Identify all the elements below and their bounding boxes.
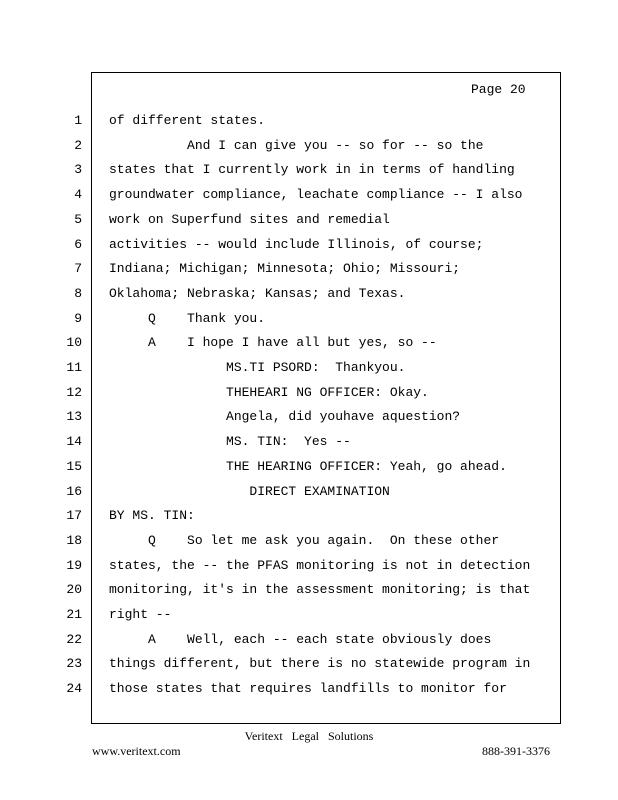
line-number: 14 <box>66 434 82 449</box>
line-number: 13 <box>66 409 82 424</box>
line-number: 11 <box>66 360 82 375</box>
line-text: monitoring, it's in the assessment monitoring; is that <box>109 582 531 597</box>
line-text: A I hope I have all but yes, so -- <box>109 335 437 350</box>
line-number: 4 <box>74 187 82 202</box>
line-number: 10 <box>66 335 82 350</box>
line-text: of different states. <box>109 113 266 128</box>
line-number: 23 <box>66 656 82 671</box>
line-number: 5 <box>74 212 82 227</box>
line-text: And I can give you -- so for -- so the <box>109 138 484 153</box>
line-number: 2 <box>74 138 82 153</box>
line-text: right -- <box>109 607 172 622</box>
line-text: A Well, each -- each state obviously does <box>109 632 492 647</box>
line-number: 7 <box>74 261 82 276</box>
line-number: 15 <box>66 459 82 474</box>
line-text: those states that requires landfills to monitor for <box>109 681 507 696</box>
line-text: Q Thank you. <box>109 311 266 326</box>
line-number: 16 <box>66 484 82 499</box>
line-text: activities -- would include Illinois, of course; <box>109 237 484 252</box>
line-number: 20 <box>66 582 82 597</box>
line-number: 22 <box>66 632 82 647</box>
line-number: 24 <box>66 681 82 696</box>
footer-phone: 888-391-3376 <box>482 744 550 758</box>
line-number: 17 <box>66 508 82 523</box>
line-text: DIRECT EXAMINATION <box>109 484 390 499</box>
line-number: 21 <box>66 607 82 622</box>
line-text: MS. TIN: Yes -- <box>109 434 351 449</box>
line-text: things different, but there is no statewide program in <box>109 656 531 671</box>
page-number: Page 20 <box>471 82 526 97</box>
line-number: 12 <box>66 385 82 400</box>
line-number: 9 <box>74 311 82 326</box>
line-number: 18 <box>66 533 82 548</box>
line-text: Q So let me ask you again. On these other <box>109 533 500 548</box>
line-text: work on Superfund sites and remedial <box>109 212 390 227</box>
line-text: states that I currently work in in terms of handling <box>109 162 515 177</box>
line-number: 19 <box>66 558 82 573</box>
footer-website: www.veritext.com <box>92 744 181 758</box>
line-text: THE HEARING OFFICER: Yeah, go ahead. <box>109 459 507 474</box>
line-number: 3 <box>74 162 82 177</box>
line-text: MS.TI PSORD: Thankyou. <box>109 360 406 375</box>
line-number: 8 <box>74 286 82 301</box>
footer-company: Veritext Legal Solutions <box>244 729 374 743</box>
line-text: groundwater compliance, leachate compliance -- I also <box>109 187 523 202</box>
line-text: BY MS. TIN: <box>109 508 195 523</box>
line-text: THEHEARI NG OFFICER: Okay. <box>109 385 429 400</box>
line-number: 1 <box>74 113 82 128</box>
line-text: Indiana; Michigan; Minnesota; Ohio; Missouri; <box>109 261 461 276</box>
line-text: Oklahoma; Nebraska; Kansas; and Texas. <box>109 286 406 301</box>
line-text: states, the -- the PFAS monitoring is not in detection <box>109 558 531 573</box>
line-text: Angela, did youhave aquestion? <box>109 409 461 424</box>
line-number: 6 <box>74 237 82 252</box>
